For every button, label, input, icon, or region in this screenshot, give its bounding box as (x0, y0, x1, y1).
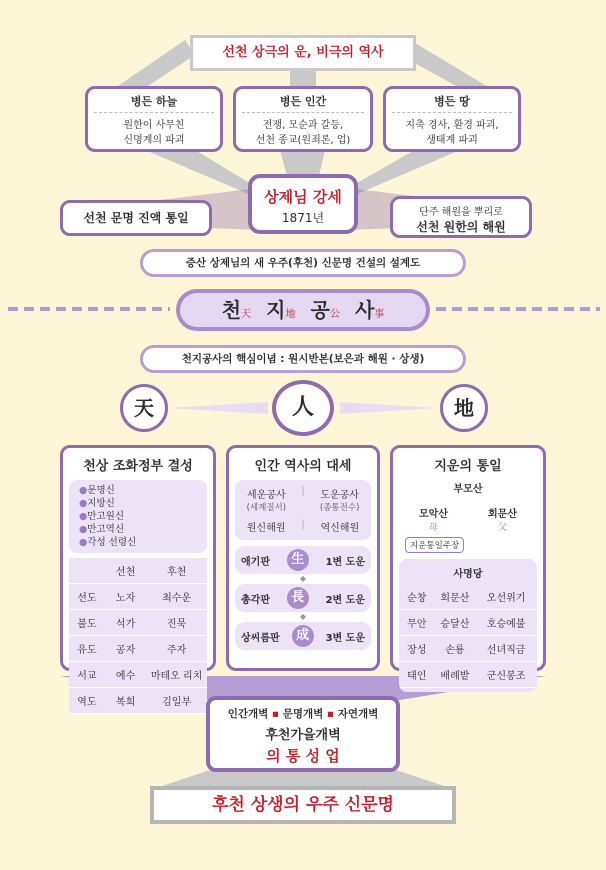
middle-card-title: 인간 역사의 대세 (254, 459, 352, 474)
banner-hanja-4: 事 (374, 309, 385, 320)
right-side-line2: 선천 원한의 해원 (416, 220, 506, 234)
table-row: 순창 회문산 오선위기 (401, 584, 535, 610)
table-row: 장성 손룡 선녀직금 (401, 636, 535, 662)
god-item: ●만고역신 (79, 524, 125, 535)
stage-row: 총각판 長 2변 도운 (235, 584, 371, 612)
tree-children (399, 505, 537, 533)
sick-human-line2: 선천 종교(원죄론, 업) (255, 135, 351, 146)
stage-row: 애기판 生 1변 도운 (235, 546, 371, 574)
tree-left: 모악산 母 (419, 509, 448, 533)
tree-note: 지운통일주장 (405, 537, 464, 553)
right-card-title: 지운의 통일 (434, 459, 502, 474)
separator: | (301, 519, 305, 530)
samyeong-box (399, 559, 537, 692)
tree-top: 부모산 (453, 484, 483, 495)
final-banner-text: 후천 상생의 우주 신문명 (212, 795, 394, 815)
arrow-heaven-man (168, 402, 268, 414)
uitong-seongeop: 의 통 성 업 (266, 747, 340, 765)
right-card (390, 445, 546, 682)
yeoksin-haewon: 역신해원 (320, 523, 360, 534)
right-side-box (390, 196, 532, 238)
god-item: ●각성 선령신 (79, 537, 137, 548)
stage-row: 상씨름판 成 3변 도운 (235, 622, 371, 650)
banner-char-4: 사 (354, 298, 375, 322)
left-card-table (69, 558, 207, 714)
core-idea-pill (140, 345, 466, 373)
table-row: 무안 승달산 호승예불 (401, 610, 535, 636)
middle-card (226, 445, 380, 671)
stage-char: 成 (292, 625, 314, 647)
man-char: 人 (291, 395, 314, 420)
sick-heaven-box (85, 86, 223, 152)
sick-earth-line2: 생태계 파괴 (426, 135, 478, 146)
stage-char: 長 (287, 587, 309, 609)
table-row: 서교 예수 마테오 리치 (69, 662, 207, 688)
left-side-text: 선천 문명 진액 통일 (83, 211, 189, 225)
table-header-row: 선천 후천 (69, 558, 207, 584)
blueprint-pill (140, 249, 466, 277)
god-item: ●지방신 (79, 498, 115, 509)
sick-human-heading: 병든 인간 (242, 89, 364, 113)
table-row: 선도 노자 최수운 (69, 584, 207, 610)
banner-hanja-3: 公 (329, 309, 340, 320)
gongsa-box (235, 480, 371, 540)
earth-char: 地 (454, 396, 474, 420)
earth-circle (440, 384, 488, 432)
banner-char-2: 지 (266, 298, 286, 322)
samyeong-title: 사명당 (453, 569, 483, 580)
autumn-gaebyeok: 후천가을개벽 (265, 728, 341, 743)
table-row: 유도 공자 주자 (69, 636, 207, 662)
heaven-char: 天 (134, 396, 154, 420)
banner-char-3: 공 (310, 298, 330, 322)
left-side-box (60, 200, 212, 236)
dao-gongsa: 도운공사 (종통전수) (319, 490, 360, 513)
sick-earth-box (383, 86, 521, 152)
table-row: 역도 복희 김일부 (69, 688, 207, 714)
left-card-title: 천상 조화정부 결성 (83, 459, 193, 474)
banner-hanja-2: 地 (285, 309, 296, 320)
table-row: 불도 석가 진묵 (69, 610, 207, 636)
bottom-box (206, 696, 400, 772)
gods-list (69, 480, 207, 553)
gaebyeok-line: 인간개벽 ▪ 문명개벽 ▪ 자연개벽 (227, 708, 379, 720)
title-box (190, 35, 416, 71)
sick-heaven-line2: 신명계의 파괴 (123, 135, 185, 146)
wonsin-haewon: 원신해원 (246, 523, 286, 534)
god-item: ●만고원신 (79, 511, 125, 522)
banner-char-1: 천 (221, 298, 242, 322)
god-item: ●문명신 (79, 485, 115, 496)
heaven-circle (120, 384, 168, 432)
sick-heaven-heading: 병든 하늘 (94, 89, 214, 113)
arrow-earth-man (340, 402, 438, 414)
core-idea-text: 천지공사의 핵심이념 : 원시반본(보은과 해원 · 상생) (181, 353, 425, 365)
blueprint-text: 증산 상제님의 새 우주(후천) 신문명 건설의 설계도 (185, 257, 421, 269)
sick-earth-line1: 지축 경사, 환경 파괴, (405, 120, 499, 131)
down-arrow-icon: ◆ (299, 574, 307, 583)
sick-human-line1: 전쟁, 모순과 갈등, (262, 120, 344, 131)
arrow-title-left (115, 40, 195, 88)
final-banner (150, 786, 456, 824)
main-banner (176, 289, 430, 331)
table-row: 태인 배례밭 군신봉조 (401, 662, 535, 688)
world-gongsa: 세운공사 (세계질서) (246, 490, 287, 513)
right-side-line1: 단주 해원을 뿌리로 (419, 207, 503, 218)
stage-char: 生 (287, 549, 309, 571)
sick-heaven-line1: 원한이 사무친 (123, 120, 185, 131)
center-year: 1871년 (281, 211, 325, 225)
stage-list (235, 546, 371, 650)
page-title: 선천 상극의 운, 비극의 역사 (222, 45, 384, 60)
center-title: 상제님 강세 (264, 188, 342, 206)
sick-human-box (233, 86, 373, 152)
tree-right: 회문산 父 (488, 509, 517, 533)
down-arrow-icon: ◆ (299, 612, 307, 621)
banner-hanja-1: 天 (241, 309, 252, 320)
man-circle (272, 380, 334, 436)
right-card-table (401, 584, 535, 688)
left-card (60, 445, 216, 708)
sick-earth-heading: 병든 땅 (392, 89, 512, 113)
separator: | (301, 486, 305, 497)
center-box (248, 174, 358, 234)
